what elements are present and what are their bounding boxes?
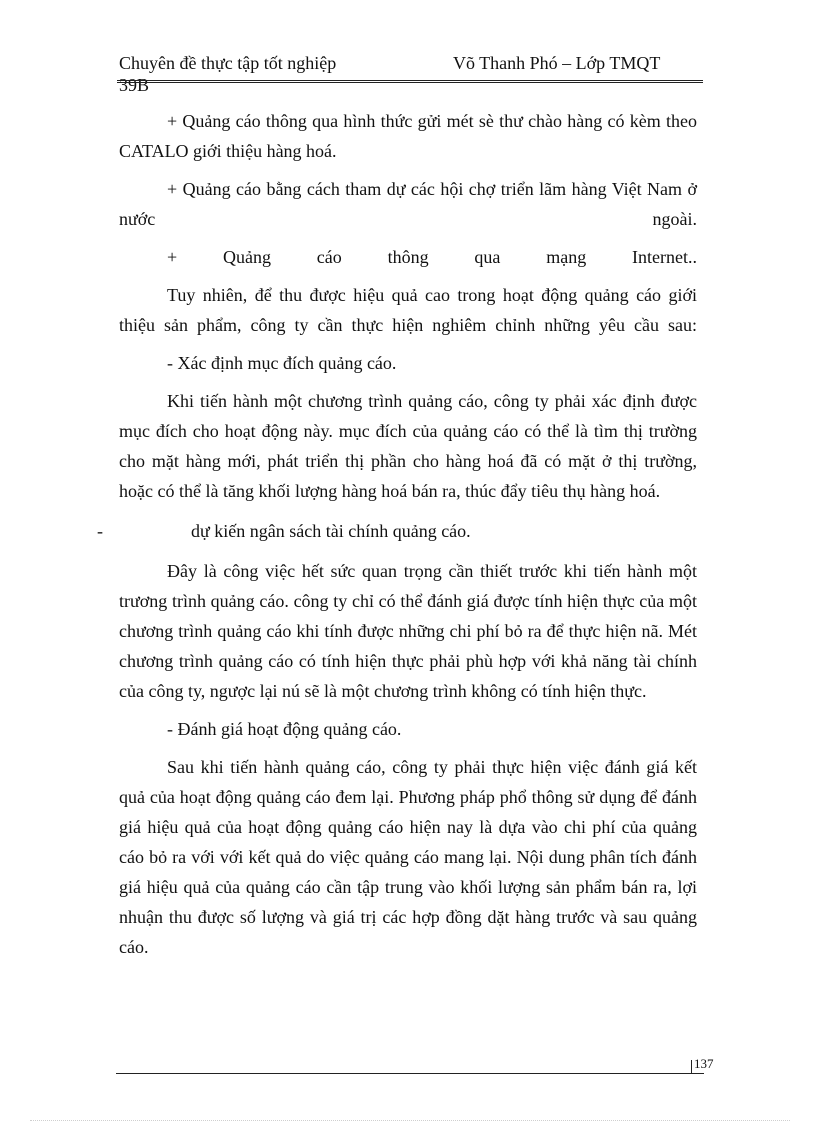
budget-dash: - <box>97 521 103 541</box>
header-rule <box>117 80 703 81</box>
paragraph-ad-internet: + Quảng cáo thông qua mạng Internet.. <box>167 247 697 267</box>
budget-item <box>97 514 697 548</box>
header-rule-double <box>117 82 703 83</box>
body-text <box>97 106 697 962</box>
footer-rule <box>116 1073 704 1074</box>
budget-text: dự kiến ngân sách tài chính quảng cáo. <box>191 521 471 541</box>
header-course-title: Chuyên đề thực tập tốt nghiệp 39B <box>119 53 337 95</box>
heading-ad-evaluation: - Đánh giá hoạt động quảng cáo. <box>167 719 402 739</box>
paragraph-ad-catalog: + Quảng cáo thông qua hình thức gửi mét sè thư chào hàng có kèm theo CATALO giới thiệu hàng hoá. <box>119 111 697 161</box>
paragraph-requirements: Tuy nhiên, để thu được hiệu quả cao trong hoạt động quảng cáo giới thiệu sản phẩm, công ty cần thực hiện nghiêm chỉnh những yêu cầu sau: <box>119 285 697 335</box>
paragraph-budget: Đây là công việc hết sức quan trọng cần thiết trước khi tiến hành một trương trình quảng cáo. công ty chỉ có thể đánh giá được tính hiện thực của một chương trình quảng cáo khi tính được những chi phí bỏ ra để thực hiện nã. Mét chương trình quảng cáo có tính hiện thực phải phù hợp với khả năng tài chính của công ty, ngược lại nú sẽ là một chương trình không có tính hiện thực. <box>119 561 697 701</box>
paragraph-ad-evaluation: Sau khi tiến hành quảng cáo, công ty phải thực hiện việc đánh giá kết quả của hoạt động quảng cáo đem lại. Phương pháp phổ thông sử dụng để đánh giá hiệu quả của hoạt động quảng cáo hiện nay là dựa vào chi phí của quảng cáo bỏ ra với với kết quả do việc quảng cáo mang lại. Nội dung phân tích đánh giá hiệu quả của quảng cáo cần tập trung vào khối lượng sản phẩm bán ra, lợi nhuận thu được số lượng và giá trị các hợp đồng dặt hàng trước và sau quảng cáo. <box>119 757 697 957</box>
heading-ad-purpose: - Xác định mục đích quảng cáo. <box>167 353 397 373</box>
page-number: 137 <box>694 1056 714 1071</box>
header-author: Võ Thanh Phó – Lớp TMQT <box>453 53 661 73</box>
page-edge-dots <box>30 1120 790 1121</box>
paragraph-ad-fair: + Quảng cáo bằng cách tham dự các hội chợ triển lãm hàng Việt Nam ở nước ngoài. <box>119 179 697 229</box>
paragraph-ad-purpose: Khi tiến hành một chương trình quảng cáo, công ty phải xác định được mục đích cho hoạt động này. mục đích của quảng cáo có thể là tìm thị trường cho mặt hàng mới, phát triển thị phần cho hàng hoá đã có mặt ở thị trường, hoặc có thể là tăng khối lượng hàng hoá bán ra, thúc đẩy tiêu thụ hàng hoá. <box>119 391 697 501</box>
footer-tick <box>691 1060 692 1073</box>
